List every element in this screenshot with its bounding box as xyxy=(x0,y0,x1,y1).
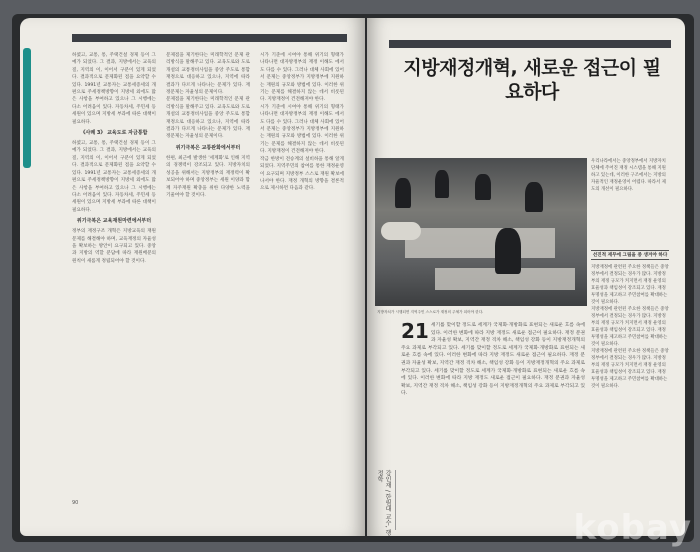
sidebar-body: 지방재정에 관련된 주요한 정책들은 중앙정부에서 결정되는 경우가 많다. 지방정부의 재정 규모가 커지면서 재정 운영의 효율성과 책임성이 강조되고 있다. 재정 투명성을 제고하고 주민참여를 확대하는 것이 필요하다. xyxy=(591,307,669,347)
article-title: 지방재정개혁, 새로운 접근이 필요하다 xyxy=(403,57,661,103)
office-sign xyxy=(381,222,421,240)
author-byline: 강인재 / 한림대 교수, 행정학 xyxy=(376,470,391,536)
body-text: 세기를 맞이할 정도로 세계가 국제화·개방화로 표현되는 새로운 흐름 속에 있다. 이러한 변화에 따라 지방 재정도 새로운 접근이 필요하다. 재정 분권과 자율성 확보, 지역간 재정 격차 해소, 책임성 강화 등이 지방재정개혁의 주요 과제로 부각되고 있다. xyxy=(401,345,585,374)
body-text: 세기를 맞이할 정도로 세계가 국제화·개방화로 표현되는 새로운 흐름 속에 있다. 이러한 변화에 따라 지방 재정도 새로운 접근이 필요하다. 재정 분권과 자율성 확보, 지역간 재정 격차 해소, 책임성 강화 등이 지방재정개혁의 주요 과제로 부각되고 있다. xyxy=(401,368,585,397)
page-edge-tab xyxy=(23,48,31,168)
left-page xyxy=(20,18,365,536)
byline-divider xyxy=(395,470,396,530)
sidebar-body: 지방재정에 관련된 주요한 정책들은 중앙정부에서 결정되는 경우가 많다. 지방정부의 재정 규모가 커지면서 재정 운영의 효율성과 책임성이 강조되고 있다. 재정 투명성을 제고하고 주민참여를 확대하는 것이 필요하다. xyxy=(591,349,669,389)
body-text: 시가 기준에 시여야 통해 위기의 형태가 나타나면 대자방정부의 재정 이해도 에서도 다를 수 있다. 그러나 대체 사회에 있어서 문제는 중앙정부가 지방정부에 지원하는 재원의 규모와 방법에 있다. 이러한 위기는 문제를 해결하지 않는 데서 비롯된다. 지방재정이 건전해져야 한다. xyxy=(260,53,344,103)
watermark-logo: kobay xyxy=(573,508,692,548)
left-header-bar xyxy=(72,34,347,42)
body-text: 문제점을 제기한다는 미래학적인 문제 관리방식을 말해주고 있다. 교육도로와 도로개설의 교통정비사업을 중앙 주도로 통합재정으로 대응하고 있으나, 지역에 따라 결과가 다르게 나타나는 문제가 있다. 재정문제는 자율성의 문제이다. xyxy=(166,53,250,96)
body-text: 정부의 재정구조 개혁은 지방교육의 재원문제를 해결해야 하며, 교육재정의 자율성을 확보하는 방안이 요구되고 있다. 중앙과 지방의 역할 분담에 따라 재원배분의 원칙이 새롭게 정립되어야 할 것이다. xyxy=(72,229,156,264)
sidebar-body: 지방재정에 관련된 주요한 정책들은 중앙정부에서 결정되는 경우가 많다. 지방정부의 재정 규모가 커지면서 재정 운영의 효율성과 책임성이 강조되고 있다. 재정 투명성을 제고하고 주민참여를 확대하는 것이 필요하다. xyxy=(591,265,669,305)
page-number: 90 xyxy=(72,500,79,506)
section-subhead: 위기극복은 교육재원마련에서부터 xyxy=(76,218,152,225)
office-photo xyxy=(375,158,587,306)
body-text: 세기를 맞이할 정도로 세계가 국제화·개방화로 표현되는 새로운 흐름 속에 있다. 이러한 변화에 따라 지방 재정도 새로운 접근이 필요하다. 재정 분권과 자율성 확보, 지역간 재정 격차 해소, 책임성 강화 등이 지방재정개혁의 주요 과제로 부각되고 있다. xyxy=(401,323,585,351)
sidebar-heading: 선진적 재무에 그림을 중 생겨야 하다 xyxy=(591,250,669,260)
section-subhead: 《사례 3》 교육도로 자금통합 xyxy=(80,130,148,137)
left-column-2 xyxy=(166,52,250,492)
right-header-bar xyxy=(389,40,671,48)
body-text: 작금 한방이 전승계의 설비하을 통해 알게 되었다. 지역주민의 참여를 통한 재정운영이 요구되며 지방정부 스스로 재원 확보에 나서야 한다. 재정 개혁의 방향을 결론적으로 제시하면 다음과 같다. xyxy=(260,156,344,192)
sidebar-text xyxy=(591,264,669,514)
section-subhead: 위기극복은 교통완화에서부터 xyxy=(175,144,241,151)
photo-caption: 지방자치가 시행되면 지역주민 스스로가 재정의 주체가 되어야 한다. xyxy=(377,310,484,314)
main-body-column xyxy=(401,322,585,527)
book-spread xyxy=(12,14,694,542)
intro-text: 우리나라에서는 중앙정부에서 지방자치단체에 주어진 재정 시스템을 통해 지원하고 있는데, 이러한 구조에서는 지방의 자율적인 재정운영이 어렵다. 따라서 제도의 개선이 필요하다. xyxy=(591,159,666,192)
body-text: 하였고, 교통, 통, 주택건설 경제 등이 그 예가 되었다. 그 결과, 지방에서는 교육의 질, 지역의 이, 이어서 구분이 있게 되었다. 결과적으로 문제화된 점을 요약할 수 있다. 1991년 교통자는 교통세증세의 개편으로 주세정책방향이 지방세 외에도 많은 사항을 부여하고 있으나 그 시행에는 다소 어려움이 있다. 자동차세, 주민세 등 세원이 있으며 지방세 부과에 따른 대책이 필요하다. xyxy=(72,53,156,125)
body-text: 하였고, 교통, 통, 주택건설 경제 등이 그 예가 되었다. 그 결과, 지방에서는 교육의 질, 지역의 이, 이어서 구분이 있게 되었다. 결과적으로 문제화된 점을 요약할 수 있다. 1991년 교통자는 교통세증세의 개편으로 주세정책방향이 지방세 외에도 많은 사항을 부여하고 있으나 그 시행에는 다소 어려움이 있다. 자동차세, 주민세 등 세원이 있으며 지방세 부과에 따른 대책이 필요하다. xyxy=(72,141,156,213)
drop-cap: 21 xyxy=(401,322,429,343)
left-column-3 xyxy=(260,52,344,492)
body-text: 문제점을 제기한다는 미래학적인 문제 관리방식을 말해주고 있다. 교육도로와 도로개설의 교통정비사업을 중앙 주도로 통합재정으로 대응하고 있으나, 지역에 따라 결과가 다르게 나타나는 문제가 있다. 재정문제는 자율성의 문제이다. xyxy=(166,97,250,140)
right-page xyxy=(367,18,685,536)
left-column-1 xyxy=(72,52,156,492)
body-text: 한편, 최근에 발생한 '세계화'로 인해 지역의 경쟁력이 강조되고 있다. 지방자치의 성공을 위해서는 지방정부의 재정력이 확보되어야 하며 중앙정부는 세원 이양과 함께 자주재원 확충을 위한 다양한 노력을 기울여야 할 것이다. xyxy=(166,155,250,198)
body-text: 시가 기준에 시여야 통해 위기의 형태가 나타나면 대자방정부의 재정 이해도 에서도 다를 수 있다. 그러나 대체 사회에 있어서 문제는 중앙정부가 지방정부에 지원하는 재원의 규모와 방법에 있다. 이러한 위기는 문제를 해결하지 않는 데서 비롯된다. 지방재정이 건전해져야 한다. xyxy=(260,104,344,155)
